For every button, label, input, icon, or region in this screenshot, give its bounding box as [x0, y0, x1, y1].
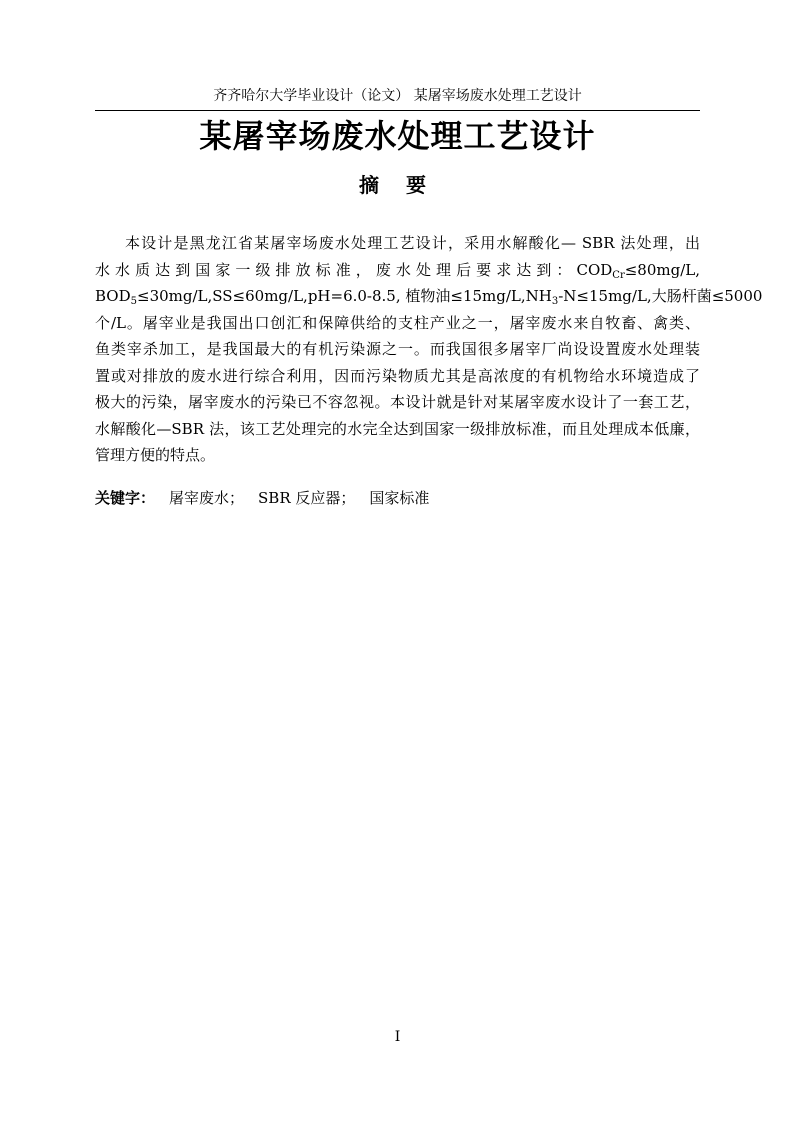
abstract-line — [95, 257, 700, 284]
keyword-item: 国家标准 — [369, 489, 430, 507]
page-number: I — [394, 1029, 401, 1045]
subscript: 5 — [130, 296, 137, 307]
abstract-line: 水解酸化—SBR 法，该工艺处理完的水完全达到国家一级排放标准，而且处理成本低廉， — [95, 419, 700, 438]
abstract-text: BOD — [95, 287, 131, 305]
abstract-line: 本设计是黑龙江省某屠宰场废水处理工艺设计，采用水解酸化— SBR 法处理，出 — [125, 234, 700, 252]
abstract-text: -N≤15mg/L,大肠杆菌≤5000 — [558, 287, 763, 305]
abstract-heading: 摘 要 — [359, 173, 436, 197]
subscript: 3 — [551, 296, 559, 307]
abstract-text: 水水质达到国家一级排放标准，废水处理后要求达到：COD — [95, 260, 613, 279]
abstract-line: 个/L。屠宰业是我国出口创汇和保障供给的支柱产业之一，屠宰废水来自牧畜、禽类、 — [95, 313, 700, 332]
abstract-line: 极大的污染，屠宰废水的污染已不容忽视。本设计就是针对某屠宰废水设计了一套工艺， — [95, 393, 700, 411]
abstract-body — [95, 230, 763, 469]
abstract-text: ≤30mg/L,SS≤60mg/L,pH=6.0-8.5, 植物油≤15mg/L,NH — [137, 287, 552, 305]
abstract-line: 置或对排放的废水进行综合利用，因而污染物质尤其是高浓度的有机物给水环境造成了 — [95, 366, 700, 385]
document-title: 某屠宰场废水处理工艺设计 — [199, 117, 596, 155]
abstract-line: 管理方便的特点。 — [95, 446, 216, 464]
abstract-line — [95, 283, 763, 310]
header-divider — [95, 110, 700, 111]
keywords-label: 关键字： — [95, 489, 156, 507]
keywords — [95, 485, 700, 511]
keyword-item: 屠宰废水； — [169, 489, 245, 507]
abstract-text: ≤80mg/L, — [624, 260, 700, 279]
keyword-item: SBR 反应器； — [258, 489, 356, 507]
abstract-line: 鱼类宰杀加工，是我国最大的有机污染源之一。而我国很多屠宰厂尚设设置废水处理装 — [95, 340, 700, 358]
subscript: Cr — [612, 269, 625, 281]
running-header: 齐齐哈尔大学毕业设计（论文） 某屠宰场废水处理工艺设计 — [213, 88, 582, 104]
